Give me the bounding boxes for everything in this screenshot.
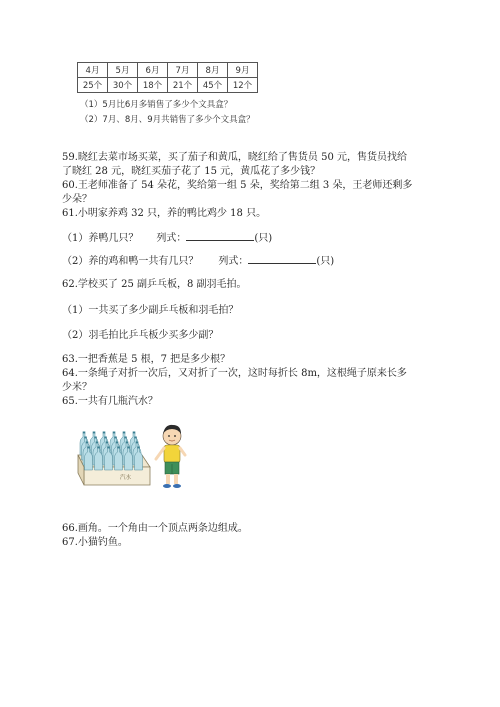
bottle-cap-icon xyxy=(106,442,109,444)
bottle-cap-icon xyxy=(127,447,130,449)
soda-crate-boy-illustration xyxy=(72,415,202,500)
bottle-cap-icon xyxy=(113,432,116,434)
bottle-cap-icon xyxy=(93,432,96,434)
problem-61-question-1 xyxy=(62,231,272,245)
answer-blank[interactable] xyxy=(186,231,254,241)
problem-61-question-2 xyxy=(62,254,334,268)
table-row-months xyxy=(78,63,258,78)
question-label: （1）养鸭几只？ xyxy=(62,233,139,244)
problem-61-text: 61.小明家养鸡 32 只，养的鸭比鸡少 18 只。 xyxy=(62,208,267,219)
problem-67-text: 67.小猫钓鱼。 xyxy=(62,537,128,548)
table-cell: 18个 xyxy=(138,78,168,93)
problem-65-text: 65.一共有几瓶汽水？ xyxy=(62,396,158,407)
bottle-cap-icon xyxy=(104,437,107,439)
table-cell: 30个 xyxy=(108,78,138,93)
problem-62-question-2: （2）羽毛拍比乒乓板少买多少副？ xyxy=(62,330,219,341)
bottle-cap-icon xyxy=(117,447,120,449)
bottle-cap-icon xyxy=(96,442,99,444)
bottle-cap-icon xyxy=(134,437,137,439)
answer-blank[interactable] xyxy=(248,254,316,264)
bottle-cap-icon xyxy=(124,437,127,439)
bottle-cap-icon xyxy=(123,432,126,434)
bottle-cap-icon xyxy=(133,432,136,434)
bottle-cap-icon xyxy=(94,437,97,439)
table-cell: 6月 xyxy=(138,63,168,78)
question-label: （2）养的鸡和鸭一共有几只？ xyxy=(62,256,199,267)
problem-63-text: 63.一把香蕉是 5 根，7 把是多少根？ xyxy=(62,354,231,365)
boy-icon xyxy=(156,425,185,488)
table-cell: 12个 xyxy=(228,78,258,93)
formula-label: 列式： xyxy=(218,256,249,267)
bottle-cap-icon xyxy=(84,437,87,439)
table-cell: 25个 xyxy=(78,78,108,93)
bottle-cap-icon xyxy=(116,442,119,444)
problem-62-text: 62.学校买了 25 副乒乓板，8 副羽毛拍。 xyxy=(62,279,247,290)
problem-62-question-1: （1）一共买了多少副乒乓板和羽毛拍？ xyxy=(62,305,239,316)
sales-table xyxy=(77,62,258,93)
bottle-cap-icon xyxy=(87,447,90,449)
problem-59-line-2: 了晓红 28 元，晓红买茄子花了 15 元，黄瓜花了多少钱？ xyxy=(62,166,321,177)
problem-64-line-2: 少米？ xyxy=(62,382,92,393)
unit-label: (只) xyxy=(316,256,335,267)
bottle-cap-icon xyxy=(103,432,106,434)
problem-60-line-1: 60.王老师准备了 54 朵花，奖给第一组 5 朵，奖给第二组 3 朵，王老师还剩多 xyxy=(62,180,413,191)
formula-label: 列式： xyxy=(156,233,187,244)
problem-60-line-2: 少朵？ xyxy=(62,194,92,205)
bottle-cap-icon xyxy=(107,447,110,449)
bottle-cap-icon xyxy=(114,437,117,439)
problem-59-line-1: 59.晓红去菜市场买菜，买了茄子和黄瓜，晓红给了售货员 50 元，售货员找给 xyxy=(62,152,407,163)
table-cell: 4月 xyxy=(78,63,108,78)
table-cell: 7月 xyxy=(168,63,198,78)
bottle-cap-icon xyxy=(136,442,139,444)
table-question-2: （2）7月、8月、9月共销售了多少个文具盒？ xyxy=(80,115,255,125)
bottle-cap-icon xyxy=(83,432,86,434)
unit-label: (只) xyxy=(254,233,273,244)
problem-66-text: 66.画角。一个角由一个顶点两条边组成。 xyxy=(62,523,248,534)
table-cell: 5月 xyxy=(108,63,138,78)
crate-label: 汽水 xyxy=(120,475,132,481)
bottle-cap-icon xyxy=(97,447,100,449)
table-cell: 45个 xyxy=(198,78,228,93)
table-cell: 9月 xyxy=(228,63,258,78)
bottle-cap-icon xyxy=(86,442,89,444)
table-cell: 8月 xyxy=(198,63,228,78)
table-row-counts xyxy=(78,78,258,93)
table-question-1: （1）5月比6月多销售了多少个文具盒？ xyxy=(80,100,233,110)
bottle-cap-icon xyxy=(126,442,129,444)
bottle-cap-icon xyxy=(137,447,140,449)
problem-64-line-1: 64.一条绳子对折一次后，又对折了一次，这时每折长 8m，这根绳子原来长多 xyxy=(62,368,407,379)
table-cell: 21个 xyxy=(168,78,198,93)
bottles-group xyxy=(80,432,143,471)
